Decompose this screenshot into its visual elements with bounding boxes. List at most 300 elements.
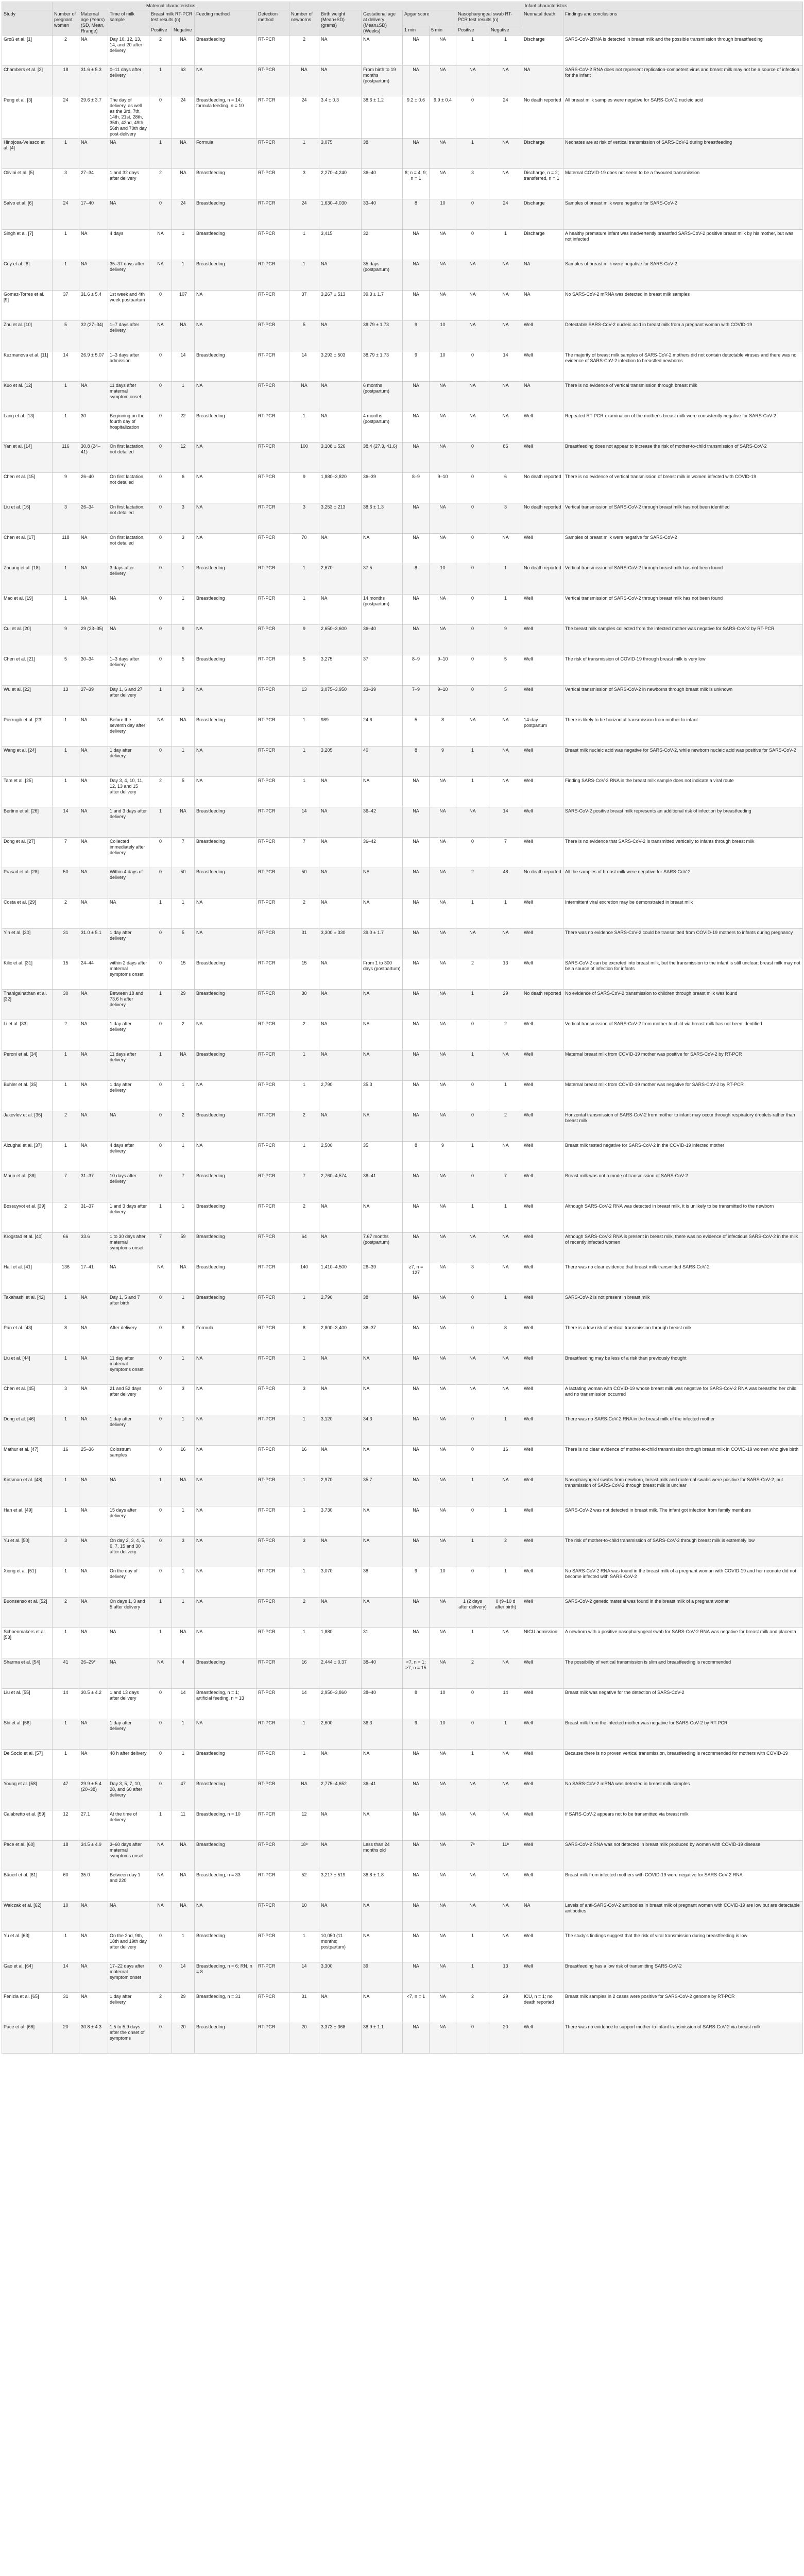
cell-detection-method: RT-PCR xyxy=(256,1476,289,1506)
cell-bm-negative: 3 xyxy=(172,534,195,564)
cell-gestational-age: From 1 to 300 days (postpartum) xyxy=(362,959,403,990)
cell-np-positive: 1 xyxy=(456,777,489,807)
cell-bm-negative: 59 xyxy=(172,1233,195,1263)
cell-np-negative: NA xyxy=(489,929,522,959)
cell-feeding-method: Breastfeeding, n = 31 xyxy=(195,1993,256,2023)
cell-feeding-method: NA xyxy=(195,1020,256,1050)
cell-neonatal-death: Well xyxy=(522,625,563,655)
cell-bm-positive: 1 xyxy=(149,1476,172,1506)
cell-np-negative: NA xyxy=(489,1750,522,1780)
table-row xyxy=(2,1841,803,1871)
cell-gestational-age: NA xyxy=(362,1506,403,1537)
cell-np-negative: NA xyxy=(489,716,522,747)
cell-birth-weight: NA xyxy=(319,1446,362,1476)
header-feeding-method: Feeding method xyxy=(195,10,256,36)
header-milk-sample-time: Time of milk sample xyxy=(108,10,149,36)
cell-pregnant-women: 9 xyxy=(53,625,79,655)
cell-np-positive: 1 xyxy=(456,1050,489,1081)
cell-gestational-age: 38.6 ± 1.3 xyxy=(362,503,403,534)
cell-neonatal-death: Well xyxy=(522,2023,563,2054)
cell-detection-method: RT-PCR xyxy=(256,66,289,96)
cell-detection-method: RT-PCR xyxy=(256,1506,289,1537)
cell-pregnant-women: 1 xyxy=(53,1719,79,1750)
studies-table-container xyxy=(2,2,802,2054)
cell-pregnant-women: 7 xyxy=(53,1172,79,1202)
cell-bm-negative: 3 xyxy=(172,686,195,716)
cell-pregnant-women: 8 xyxy=(53,1324,79,1354)
cell-milk-sample-time: Before the seventh day after delivery xyxy=(108,716,149,747)
cell-np-negative: 24 xyxy=(489,96,522,139)
cell-bm-positive: 0 xyxy=(149,1172,172,1202)
cell-neonatal-death: Well xyxy=(522,686,563,716)
cell-newborns: 7 xyxy=(289,838,319,868)
cell-milk-sample-time: 1–3 days after delivery xyxy=(108,655,149,686)
cell-np-positive: 7ᵇ xyxy=(456,1841,489,1871)
cell-apgar-5min: 9.9 ± 0.4 xyxy=(430,96,456,139)
table-row xyxy=(2,899,803,929)
cell-apgar-1min: NA xyxy=(403,1750,430,1780)
table-row xyxy=(2,66,803,96)
cell-maternal-age: NA xyxy=(79,1506,108,1537)
cell-milk-sample-time: Day 1, 6 and 27 after delivery xyxy=(108,686,149,716)
cell-bm-positive: 2 xyxy=(149,169,172,199)
cell-birth-weight: NA xyxy=(319,838,362,868)
cell-detection-method: RT-PCR xyxy=(256,1263,289,1294)
cell-milk-sample-time: NA xyxy=(108,139,149,169)
cell-feeding-method: Breastfeeding xyxy=(195,1780,256,1810)
cell-detection-method: RT-PCR xyxy=(256,1385,289,1415)
cell-pregnant-women: 20 xyxy=(53,2023,79,2054)
cell-apgar-1min: ≥7, n = 127 xyxy=(403,1263,430,1294)
cell-gestational-age: 36–40 xyxy=(362,169,403,199)
cell-gestational-age: 32 xyxy=(362,230,403,260)
cell-milk-sample-time: On day 2, 3, 4, 5, 6, 7, 15 and 30 after delivery xyxy=(108,1537,149,1567)
cell-study: Chen et al. [45] xyxy=(2,1385,53,1415)
table-row xyxy=(2,412,803,443)
cell-detection-method: RT-PCR xyxy=(256,655,289,686)
cell-birth-weight: NA xyxy=(319,260,362,291)
cell-birth-weight: 2,270–4,240 xyxy=(319,169,362,199)
cell-newborns: 31 xyxy=(289,929,319,959)
cell-np-positive: 1 (2 days after delivery) xyxy=(456,1598,489,1628)
cell-np-negative: 1 xyxy=(489,36,522,66)
cell-bm-negative: 1 xyxy=(172,230,195,260)
cell-bm-positive: 1 xyxy=(149,686,172,716)
header-detection-method: Detection method xyxy=(256,10,289,36)
cell-bm-positive: 0 xyxy=(149,1689,172,1719)
cell-feeding-method: Breastfeeding xyxy=(195,959,256,990)
cell-newborns: 1 xyxy=(289,1932,319,1962)
cell-np-negative: 7 xyxy=(489,838,522,868)
cell-milk-sample-time: 1st week and 4th week postpartum xyxy=(108,291,149,321)
cell-bm-positive: 2 xyxy=(149,36,172,66)
table-row xyxy=(2,1932,803,1962)
cell-feeding-method: NA xyxy=(195,777,256,807)
cell-gestational-age: 39 xyxy=(362,1962,403,1993)
cell-bm-positive: NA xyxy=(149,1871,172,1902)
cell-apgar-5min: NA xyxy=(430,1780,456,1810)
cell-birth-weight: 10,050 (11 months; postpartum) xyxy=(319,1932,362,1962)
cell-np-negative: NA xyxy=(489,382,522,412)
cell-maternal-age: NA xyxy=(79,382,108,412)
cell-neonatal-death: NICU admission xyxy=(522,1628,563,1658)
cell-study: Pace et al. [66] xyxy=(2,2023,53,2054)
cell-study: Gao et al. [64] xyxy=(2,1962,53,1993)
cell-gestational-age: NA xyxy=(362,990,403,1020)
cell-neonatal-death: Well xyxy=(522,838,563,868)
cell-feeding-method: NA xyxy=(195,382,256,412)
cell-feeding-method: NA xyxy=(195,66,256,96)
cell-apgar-1min: NA xyxy=(403,1962,430,1993)
cell-apgar-5min: NA xyxy=(430,169,456,199)
cell-np-positive: NA xyxy=(456,1810,489,1841)
cell-gestational-age: 36–37 xyxy=(362,1324,403,1354)
cell-np-positive: 0 xyxy=(456,503,489,534)
table-row xyxy=(2,868,803,899)
table-row xyxy=(2,1354,803,1385)
cell-np-positive: 0 xyxy=(456,199,489,230)
cell-maternal-age: 27.1 xyxy=(79,1810,108,1841)
cell-gestational-age: 36.3 xyxy=(362,1719,403,1750)
cell-apgar-5min: NA xyxy=(430,1081,456,1111)
cell-milk-sample-time: NA xyxy=(108,899,149,929)
cell-np-positive: 0 xyxy=(456,1719,489,1750)
cell-neonatal-death: Well xyxy=(522,1932,563,1962)
cell-milk-sample-time: 1 and 13 days after delivery xyxy=(108,1689,149,1719)
cell-bm-negative: 3 xyxy=(172,1385,195,1415)
cell-birth-weight: NA xyxy=(319,777,362,807)
cell-birth-weight: NA xyxy=(319,595,362,625)
cell-feeding-method: NA xyxy=(195,1354,256,1385)
table-row xyxy=(2,36,803,66)
cell-feeding-method: Breastfeeding, n = 10 xyxy=(195,1810,256,1841)
cell-apgar-1min: 7–9 xyxy=(403,686,430,716)
cell-birth-weight: NA xyxy=(319,412,362,443)
cell-np-positive: NA xyxy=(456,1871,489,1902)
cell-detection-method: RT-PCR xyxy=(256,291,289,321)
cell-np-negative: 5 xyxy=(489,655,522,686)
table-row xyxy=(2,686,803,716)
cell-birth-weight: 2,444 ± 0.37 xyxy=(319,1658,362,1689)
cell-maternal-age: NA xyxy=(79,1993,108,2023)
cell-neonatal-death: No death reported xyxy=(522,868,563,899)
cell-bm-negative: 1 xyxy=(172,1354,195,1385)
cell-pregnant-women: 41 xyxy=(53,1658,79,1689)
cell-milk-sample-time: Colostrum samples xyxy=(108,1446,149,1476)
cell-neonatal-death: Well xyxy=(522,1780,563,1810)
cell-np-positive: 2 xyxy=(456,868,489,899)
cell-newborns: 2 xyxy=(289,1111,319,1142)
cell-neonatal-death: No death reported xyxy=(522,503,563,534)
cell-findings: There was no SARS-CoV-2 RNA in the breast milk of the infected mother xyxy=(563,1415,803,1446)
cell-neonatal-death: Well xyxy=(522,1810,563,1841)
table-row xyxy=(2,929,803,959)
cell-feeding-method: Breastfeeding xyxy=(195,716,256,747)
cell-apgar-5min: 9 xyxy=(430,1142,456,1172)
cell-feeding-method: Breastfeeding xyxy=(195,1050,256,1081)
table-row xyxy=(2,321,803,351)
cell-birth-weight: 3,415 xyxy=(319,230,362,260)
cell-findings: Although SARS-CoV-2 RNA was detected in breast milk, it is unlikely to be transmitted to the newborn xyxy=(563,1202,803,1233)
cell-birth-weight: 3,075 xyxy=(319,139,362,169)
cell-maternal-age: 24–44 xyxy=(79,959,108,990)
cell-bm-negative: 1 xyxy=(172,1415,195,1446)
cell-detection-method: RT-PCR xyxy=(256,1294,289,1324)
cell-detection-method: RT-PCR xyxy=(256,1020,289,1050)
cell-bm-negative: 1 xyxy=(172,1719,195,1750)
cell-feeding-method: NA xyxy=(195,1506,256,1537)
cell-milk-sample-time: 1 day after delivery xyxy=(108,1719,149,1750)
cell-np-positive: NA xyxy=(456,260,489,291)
cell-pregnant-women: 2 xyxy=(53,1202,79,1233)
cell-study: Walczak et al. [62] xyxy=(2,1902,53,1932)
cell-newborns: 37 xyxy=(289,291,319,321)
cell-np-positive: 0 xyxy=(456,625,489,655)
cell-neonatal-death: Well xyxy=(522,1324,563,1354)
cell-findings: All breast milk samples were negative for SARS-CoV-2 nucleic acid xyxy=(563,96,803,139)
cell-neonatal-death: NA xyxy=(522,1902,563,1932)
cell-apgar-1min: NA xyxy=(403,1841,430,1871)
cell-birth-weight: NA xyxy=(319,1902,362,1932)
cell-apgar-1min: 8 xyxy=(403,1689,430,1719)
cell-gestational-age: 35.7 xyxy=(362,1476,403,1506)
cell-milk-sample-time: NA xyxy=(108,1628,149,1658)
cell-bm-positive: NA xyxy=(149,321,172,351)
cell-maternal-age: NA xyxy=(79,139,108,169)
cell-bm-negative: 15 xyxy=(172,959,195,990)
cell-milk-sample-time: On the day of delivery xyxy=(108,1567,149,1598)
cell-bm-positive: 1 xyxy=(149,1628,172,1658)
cell-np-negative: 7 xyxy=(489,1172,522,1202)
cell-findings: SARS-CoV-2RNA is detected in breast milk and the possible transmission through breastfeeding xyxy=(563,36,803,66)
cell-np-negative: 20 xyxy=(489,2023,522,2054)
cell-pregnant-women: 14 xyxy=(53,1689,79,1719)
cell-detection-method: RT-PCR xyxy=(256,1780,289,1810)
cell-gestational-age: 7.67 months (postpartum) xyxy=(362,1233,403,1263)
cell-np-negative: NA xyxy=(489,747,522,777)
cell-milk-sample-time: 1 day after delivery xyxy=(108,1020,149,1050)
cell-findings: Breast milk samples in 2 cases were positive for SARS-CoV-2 genome by RT-PCR xyxy=(563,1993,803,2023)
cell-pregnant-women: 1 xyxy=(53,1567,79,1598)
cell-detection-method: RT-PCR xyxy=(256,1902,289,1932)
cell-bm-negative: 29 xyxy=(172,1993,195,2023)
cell-milk-sample-time: Within 4 days of delivery xyxy=(108,868,149,899)
cell-neonatal-death: Well xyxy=(522,959,563,990)
cell-newborns: 2 xyxy=(289,899,319,929)
cell-neonatal-death: Well xyxy=(522,443,563,473)
cell-bm-negative: NA xyxy=(172,1628,195,1658)
cell-study: Alzughai et al. [37] xyxy=(2,1142,53,1172)
cell-newborns: 16 xyxy=(289,1658,319,1689)
cell-feeding-method: NA xyxy=(195,291,256,321)
cell-apgar-1min: NA xyxy=(403,990,430,1020)
cell-apgar-1min: NA xyxy=(403,1902,430,1932)
cell-bm-negative: 1 xyxy=(172,1567,195,1598)
cell-feeding-method: NA xyxy=(195,1081,256,1111)
table-body xyxy=(2,36,803,2054)
cell-milk-sample-time: 1 day after delivery xyxy=(108,1993,149,2023)
cell-newborns: 1 xyxy=(289,1628,319,1658)
table-row xyxy=(2,1081,803,1111)
cell-detection-method: RT-PCR xyxy=(256,1993,289,2023)
cell-apgar-1min: NA xyxy=(403,1871,430,1902)
cell-apgar-5min: NA xyxy=(430,1628,456,1658)
cell-bm-negative: 12 xyxy=(172,443,195,473)
cell-pregnant-women: 66 xyxy=(53,1233,79,1263)
cell-bm-negative: 1 xyxy=(172,382,195,412)
cell-np-negative: NA xyxy=(489,1233,522,1263)
cell-milk-sample-time: The day of delivery, as well as the 3rd, 7th, 14th, 21st, 28th, 35th, 42nd, 49th, 56th and 70th day post-delivery xyxy=(108,96,149,139)
table-row xyxy=(2,564,803,595)
cell-maternal-age: NA xyxy=(79,1628,108,1658)
cell-apgar-1min: NA xyxy=(403,1537,430,1567)
cell-study: Sharma et al. [54] xyxy=(2,1658,53,1689)
cell-feeding-method: NA xyxy=(195,686,256,716)
cell-birth-weight: NA xyxy=(319,1111,362,1142)
cell-gestational-age: NA xyxy=(362,777,403,807)
cell-birth-weight: 1,630–4,030 xyxy=(319,199,362,230)
cell-neonatal-death: Well xyxy=(522,1172,563,1202)
cell-np-positive: 1 xyxy=(456,1932,489,1962)
cell-detection-method: RT-PCR xyxy=(256,260,289,291)
cell-newborns: 1 xyxy=(289,1142,319,1172)
cell-gestational-age: 4 months (postpartum) xyxy=(362,412,403,443)
cell-neonatal-death: Well xyxy=(522,929,563,959)
cell-apgar-1min: NA xyxy=(403,868,430,899)
cell-birth-weight: 2,600 xyxy=(319,1719,362,1750)
cell-np-positive: 0 xyxy=(456,1567,489,1598)
cell-study: Cui et al. [20] xyxy=(2,625,53,655)
cell-findings: Breast milk nucleic acid was negative for SARS-CoV-2, while newborn nucleic acid was positive for SARS-CoV-2 xyxy=(563,747,803,777)
cell-neonatal-death: No death reported xyxy=(522,990,563,1020)
cell-apgar-1min: NA xyxy=(403,838,430,868)
cell-apgar-1min: NA xyxy=(403,36,430,66)
cell-gestational-age: 36–39 xyxy=(362,473,403,503)
cell-np-negative: 14 xyxy=(489,1689,522,1719)
cell-feeding-method: NA xyxy=(195,899,256,929)
cell-np-negative: NA xyxy=(489,1658,522,1689)
cell-detection-method: RT-PCR xyxy=(256,1354,289,1385)
table-row xyxy=(2,96,803,139)
cell-findings: Vertical transmission of SARS-CoV-2 from mother to child via breast milk has not been identified xyxy=(563,1020,803,1050)
cell-newborns: NA xyxy=(289,1780,319,1810)
cell-study: Thanigainathan et al. [32] xyxy=(2,990,53,1020)
cell-np-positive: NA xyxy=(456,807,489,838)
cell-apgar-1min: NA xyxy=(403,1932,430,1962)
cell-gestational-age: 38.6 ± 1.2 xyxy=(362,96,403,139)
cell-np-positive: 0 xyxy=(456,1111,489,1142)
cell-apgar-5min: NA xyxy=(430,625,456,655)
cell-np-positive: NA xyxy=(456,929,489,959)
cell-study: Buhler et al. [35] xyxy=(2,1081,53,1111)
cell-birth-weight: 3,075–3,950 xyxy=(319,686,362,716)
cell-neonatal-death: Well xyxy=(522,1598,563,1628)
cell-newborns: 14 xyxy=(289,807,319,838)
cell-birth-weight: 2,500 xyxy=(319,1142,362,1172)
cell-detection-method: RT-PCR xyxy=(256,838,289,868)
cell-np-positive: 0 xyxy=(456,1415,489,1446)
table-row xyxy=(2,1172,803,1202)
cell-pregnant-women: 1 xyxy=(53,260,79,291)
cell-gestational-age: 38 xyxy=(362,1567,403,1598)
cell-milk-sample-time: On days 1, 3 and 5 after delivery xyxy=(108,1598,149,1628)
cell-neonatal-death: Well xyxy=(522,899,563,929)
cell-study: Peng et al. [3] xyxy=(2,96,53,139)
cell-apgar-5min: NA xyxy=(430,443,456,473)
cell-maternal-age: 33.6 xyxy=(79,1233,108,1263)
cell-newborns: 1 xyxy=(289,1415,319,1446)
cell-birth-weight: NA xyxy=(319,1750,362,1780)
cell-apgar-5min: NA xyxy=(430,595,456,625)
cell-detection-method: RT-PCR xyxy=(256,1111,289,1142)
table-row xyxy=(2,1689,803,1719)
cell-np-positive: 2 xyxy=(456,1658,489,1689)
cell-np-negative: NA xyxy=(489,1263,522,1294)
table-row xyxy=(2,1962,803,1993)
cell-gestational-age: 38–40 xyxy=(362,1689,403,1719)
table-row xyxy=(2,503,803,534)
cell-apgar-5min: NA xyxy=(430,899,456,929)
cell-findings: There is a low risk of vertical transmission through breast milk xyxy=(563,1324,803,1354)
cell-np-positive: 1 xyxy=(456,1962,489,1993)
table-row xyxy=(2,1020,803,1050)
cell-apgar-5min: NA xyxy=(430,36,456,66)
cell-findings: There is no evidence of vertical transmission of breast milk in women infected with COVID-19 xyxy=(563,473,803,503)
cell-np-negative: 1 xyxy=(489,1415,522,1446)
cell-birth-weight: 2,970 xyxy=(319,1476,362,1506)
cell-bm-negative: 14 xyxy=(172,1689,195,1719)
cell-pregnant-women: 1 xyxy=(53,716,79,747)
cell-np-positive: 1 xyxy=(456,1537,489,1567)
cell-feeding-method: Breastfeeding xyxy=(195,1841,256,1871)
cell-apgar-5min: NA xyxy=(430,412,456,443)
cell-apgar-5min: NA xyxy=(430,1020,456,1050)
cell-apgar-5min: NA xyxy=(430,1506,456,1537)
cell-newborns: 100 xyxy=(289,443,319,473)
cell-bm-positive: 0 xyxy=(149,199,172,230)
cell-bm-positive: NA xyxy=(149,260,172,291)
table-row xyxy=(2,1506,803,1537)
cell-bm-positive: 0 xyxy=(149,747,172,777)
cell-study: Takahashi et al. [42] xyxy=(2,1294,53,1324)
cell-bm-negative: 5 xyxy=(172,929,195,959)
cell-bm-negative: 1 xyxy=(172,1202,195,1233)
cell-neonatal-death: Well xyxy=(522,1385,563,1415)
cell-apgar-1min: 8 xyxy=(403,1142,430,1172)
header-apgar-1min: 1 min xyxy=(403,26,430,35)
cell-study: Mao et al. [19] xyxy=(2,595,53,625)
cell-study: Mathur et al. [47] xyxy=(2,1446,53,1476)
cell-apgar-1min: NA xyxy=(403,534,430,564)
cell-feeding-method: Breastfeeding xyxy=(195,260,256,291)
cell-feeding-method: Breastfeeding xyxy=(195,169,256,199)
cell-maternal-age: 31.6 ± 5.4 xyxy=(79,291,108,321)
cell-birth-weight: 3,070 xyxy=(319,1567,362,1598)
cell-apgar-1min: 8 xyxy=(403,747,430,777)
cell-birth-weight: NA xyxy=(319,1202,362,1233)
cell-bm-positive: 0 xyxy=(149,655,172,686)
cell-pregnant-women: 1 xyxy=(53,1932,79,1962)
cell-apgar-5min: NA xyxy=(430,868,456,899)
cell-gestational-age: From birth to 19 months (postpartum) xyxy=(362,66,403,96)
cell-maternal-age: 32 (27–34) xyxy=(79,321,108,351)
cell-feeding-method: NA xyxy=(195,1142,256,1172)
cell-findings: Levels of anti-SARS-CoV-2 antibodies in breast milk of pregnant women with COVID-19 are low but are detectable antibodies xyxy=(563,1902,803,1932)
cell-birth-weight: 3,108 ± 526 xyxy=(319,443,362,473)
table-row xyxy=(2,1415,803,1446)
cell-np-positive: 3 xyxy=(456,1263,489,1294)
cell-milk-sample-time: 11 day after maternal symptoms onset xyxy=(108,1354,149,1385)
